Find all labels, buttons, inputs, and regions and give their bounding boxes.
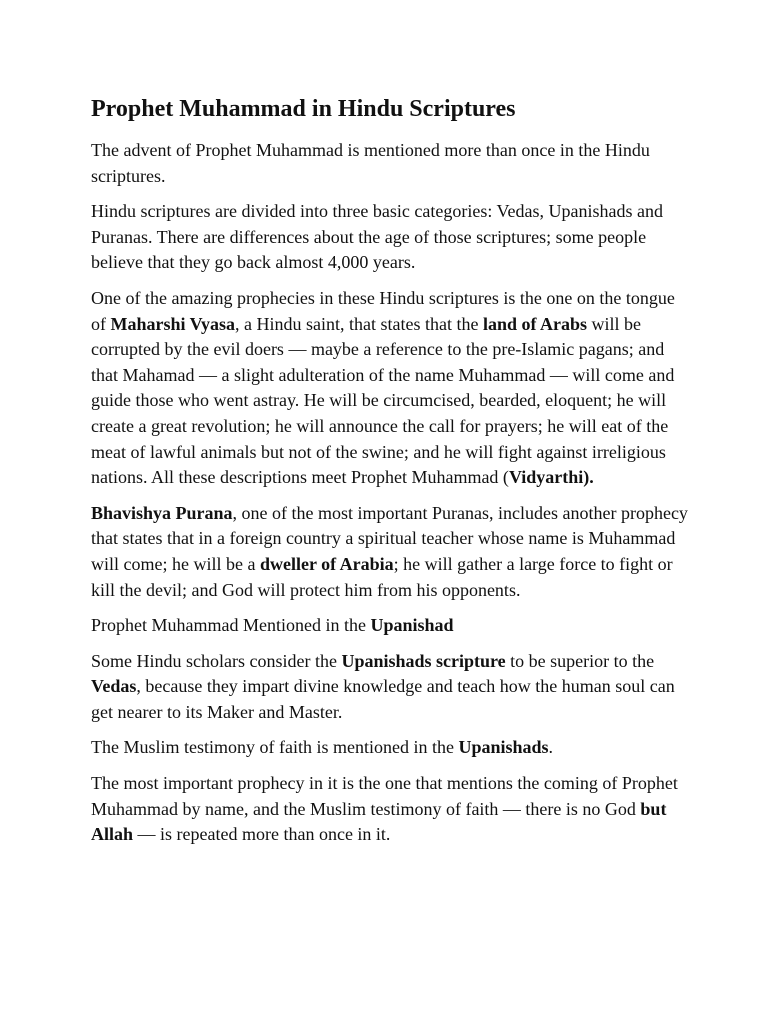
text-run: to be superior to the <box>505 650 655 671</box>
bold-upanishads-scripture: Upanishads scripture <box>341 650 506 671</box>
text-run: One of the amazing prophecies in these Hindu scriptures is the one on the tongue of <box>91 287 675 334</box>
bold-vidyarthi: Vidyarthi). <box>508 467 594 488</box>
bold-upanishads: Upanishads <box>458 737 549 758</box>
text-run: , because they impart divine knowledge and teach how the human soul can get nearer to its Maker and Master. <box>91 676 675 722</box>
document-title: Prophet Muhammad in Hindu Scriptures <box>91 96 516 122</box>
bold-land-of-arabs: land of Arabs <box>483 313 588 334</box>
bold-vedas: Vedas <box>91 676 137 697</box>
document-page <box>91 92 691 858</box>
text-run: . <box>548 737 554 758</box>
text-run: The Muslim testimony of faith is mentioned in the <box>91 737 459 758</box>
bold-dweller-of-arabia: dweller of Arabia <box>259 553 394 574</box>
bold-maharshi-vyasa: Maharshi Vyasa <box>110 313 236 334</box>
bold-upanishad: Upanishad <box>370 615 454 636</box>
paragraph-important-prophecy <box>91 771 691 848</box>
text-run: will be corrupted by the evil doers — maybe a reference to the pre-Islamic pagans; and that Mahamad — a slight adulteration of the name Muhammad — will come and guide those who went astray. He will be circumcised, bearded, eloquent; he will create a great revolution; he will announce the call for prayers; he will eat of the meat of lawful animals but not of the swine; and he will fight against irreligious nations. All these descriptions meet Prophet Muhammad ( <box>91 313 675 488</box>
paragraph-bhavishya-purana <box>91 501 691 603</box>
text-run: ; he will gather a large force to fight or kill the devil; and God will protect him from his opponents. <box>91 553 673 600</box>
paragraph-vyasa-prophecy <box>91 286 691 491</box>
paragraph-testimony <box>91 735 691 761</box>
text-run: — is repeated more than once in it. <box>133 824 391 845</box>
text-run: , a Hindu saint, that states that the <box>235 313 483 334</box>
paragraph-advent: The advent of Prophet Muhammad is mentioned more than once in the Hindu scriptures. <box>91 140 650 186</box>
bold-but-allah: but Allah <box>91 798 667 845</box>
paragraph-categories: Hindu scriptures are divided into three basic categories: Vedas, Upanishads and Puranas. There are differences about the age of those scriptures; some people believe that they go back almost 4,000 years. <box>91 201 664 273</box>
text-run: Prophet Muhammad Mentioned in the <box>91 615 371 636</box>
text-run: , one of the most important Puranas, includes another prophecy that states that in a foreign country a spiritual teacher whose name is Muhammad will come; he will be a <box>91 502 688 574</box>
paragraph-upanishad-heading <box>91 613 691 639</box>
paragraph-upanishads-superior <box>91 649 691 726</box>
text-run: The most important prophecy in it is the one that mentions the coming of Prophet Muhammad by name, and the Muslim testimony of faith — there is no God <box>91 773 678 819</box>
bold-bhavishya-purana: Bhavishya Purana <box>91 502 233 523</box>
text-run: Some Hindu scholars consider the <box>91 650 342 671</box>
